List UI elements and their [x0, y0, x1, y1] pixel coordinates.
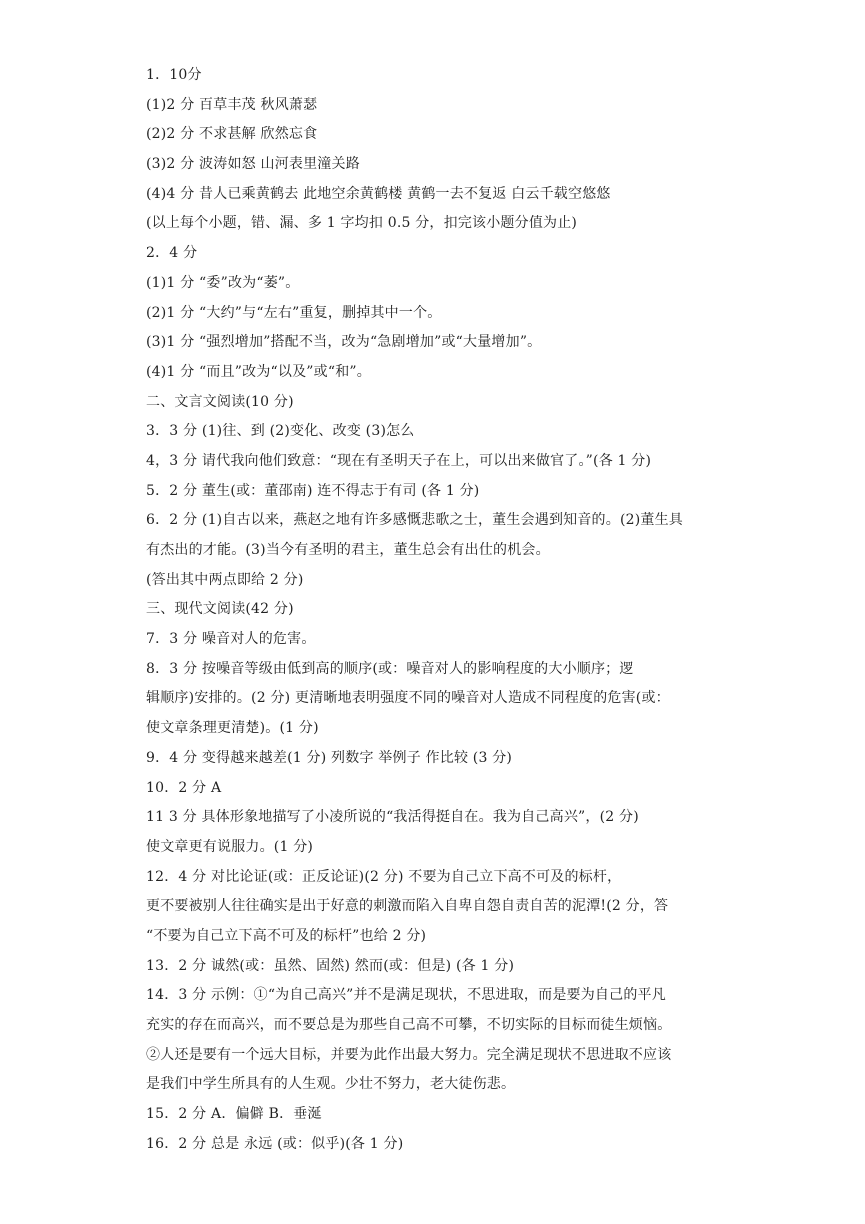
- q14-answer-line3: ②人还是要有一个远大目标，并要为此作出最大努力。完全满足现状不思进取不应该: [146, 1046, 672, 1063]
- q12-answer-line3: “不要为自己立下高不可及的标杆”也给 2 分): [146, 927, 427, 944]
- q11-answer-line1: 11 3 分 具体形象地描写了小凌所说的“我活得挺自在。我为自己高兴”，(2 分): [146, 809, 639, 826]
- q2-part4: (4)1 分 “而且”改为“以及”或“和”。: [146, 363, 371, 380]
- q8-answer-line2: 辑顺序)安排的。(2 分) 更清晰地表明强度不同的噪音对人造成不同程度的危害(或：: [146, 690, 670, 707]
- q2-part3: (3)1 分 “强烈增加”搭配不当，改为“急剧增加”或“大量增加”。: [146, 334, 542, 351]
- section-modern-reading: 三、现代文阅读(42 分): [146, 601, 294, 618]
- section-classical-reading: 二、文言文阅读(10 分): [146, 393, 294, 410]
- q12-answer-line2: 更不要被别人往往确实是出于好意的刺激而陷入自卑自怨自责自苦的泥潭!(2 分，答: [146, 898, 669, 915]
- q6-scoring-note: (答出其中两点即给 2 分): [146, 571, 304, 588]
- q4-answer: 4，3 分 请代我向他们致意：“现在有圣明天子在上，可以出来做官了。”(各 1 分): [146, 452, 652, 469]
- q14-answer-line4: 是我们中学生所具有的人生观。少壮不努力，老大徒伤悲。: [146, 1076, 516, 1093]
- q1-part2: (2)2 分 不求甚解 欣然忘食: [146, 126, 318, 143]
- answer-key: [146, 61, 736, 1159]
- q8-answer-line1: 8．3 分 按噪音等级由低到高的顺序(或：噪音对人的影响程度的大小顺序；逻: [146, 660, 634, 677]
- q15-answer: 15．2 分 A．偏僻 B．垂涎: [146, 1106, 322, 1123]
- q10-answer: 10．2 分 A: [146, 779, 222, 796]
- q13-answer: 13．2 分 诚然(或：虽然、固然) 然而(或：但是) (各 1 分): [146, 957, 515, 974]
- q1-scoring-note: (以上每个小题，错、漏、多 1 字均扣 0.5 分，扣完该小题分值为止): [146, 215, 578, 232]
- q6-answer-line2: 有杰出的才能。(3)当今有圣明的君主，董生总会有出仕的机会。: [146, 542, 550, 558]
- q12-answer-line1: 12．4 分 对比论证(或：正反论证)(2 分) 不要为自己立下高不可及的标杆，: [146, 868, 622, 885]
- q16-answer: 16．2 分 总是 永远 (或：似乎)(各 1 分): [146, 1135, 404, 1152]
- q3-answer: 3．3 分 (1)往、到 (2)变化、改变 (3)怎么: [146, 423, 415, 440]
- q6-answer-line1: 6．2 分 (1)自古以来，燕赵之地有许多感慨悲歌之士，董生会遇到知音的。(2)董生具: [146, 512, 683, 529]
- q1-part4: (4)4 分 昔人已乘黄鹤去 此地空余黄鹤楼 黄鹤一去不复返 白云千载空悠悠: [146, 185, 611, 202]
- q1-part1: (1)2 分 百草丰茂 秋风萧瑟: [146, 96, 318, 113]
- q1-part3: (3)2 分 波涛如怒 山河表里潼关路: [146, 156, 360, 173]
- q14-answer-line1: 14．3 分 示例：①“为自己高兴”并不是满足现状，不思进取，而是要为自己的平凡: [146, 987, 666, 1004]
- q2-part1: (1)1 分 “委”改为“萎”。: [146, 274, 300, 291]
- q2-header: 2．4 分: [146, 245, 198, 262]
- q11-answer-line2: 使文章更有说服力。(1 分): [146, 838, 314, 855]
- q1-header: 1．10分: [146, 67, 202, 83]
- q14-answer-line2: 充实的存在而高兴，而不要总是为那些自己高不可攀，不切实际的目标而徒生烦恼。: [146, 1017, 672, 1033]
- q7-answer: 7．3 分 噪音对人的危害。: [146, 631, 316, 648]
- q5-answer: 5．2 分 董生(或：董邵南) 连不得志于有司 (各 1 分): [146, 482, 480, 499]
- q2-part2: (2)1 分 “大约”与“左右”重复，删掉其中一个。: [146, 304, 442, 321]
- q9-answer: 9．4 分 变得越来越差(1 分) 列数字 举例子 作比较 (3 分): [146, 749, 513, 766]
- q8-answer-line3: 使文章条理更清楚)。(1 分): [146, 720, 319, 737]
